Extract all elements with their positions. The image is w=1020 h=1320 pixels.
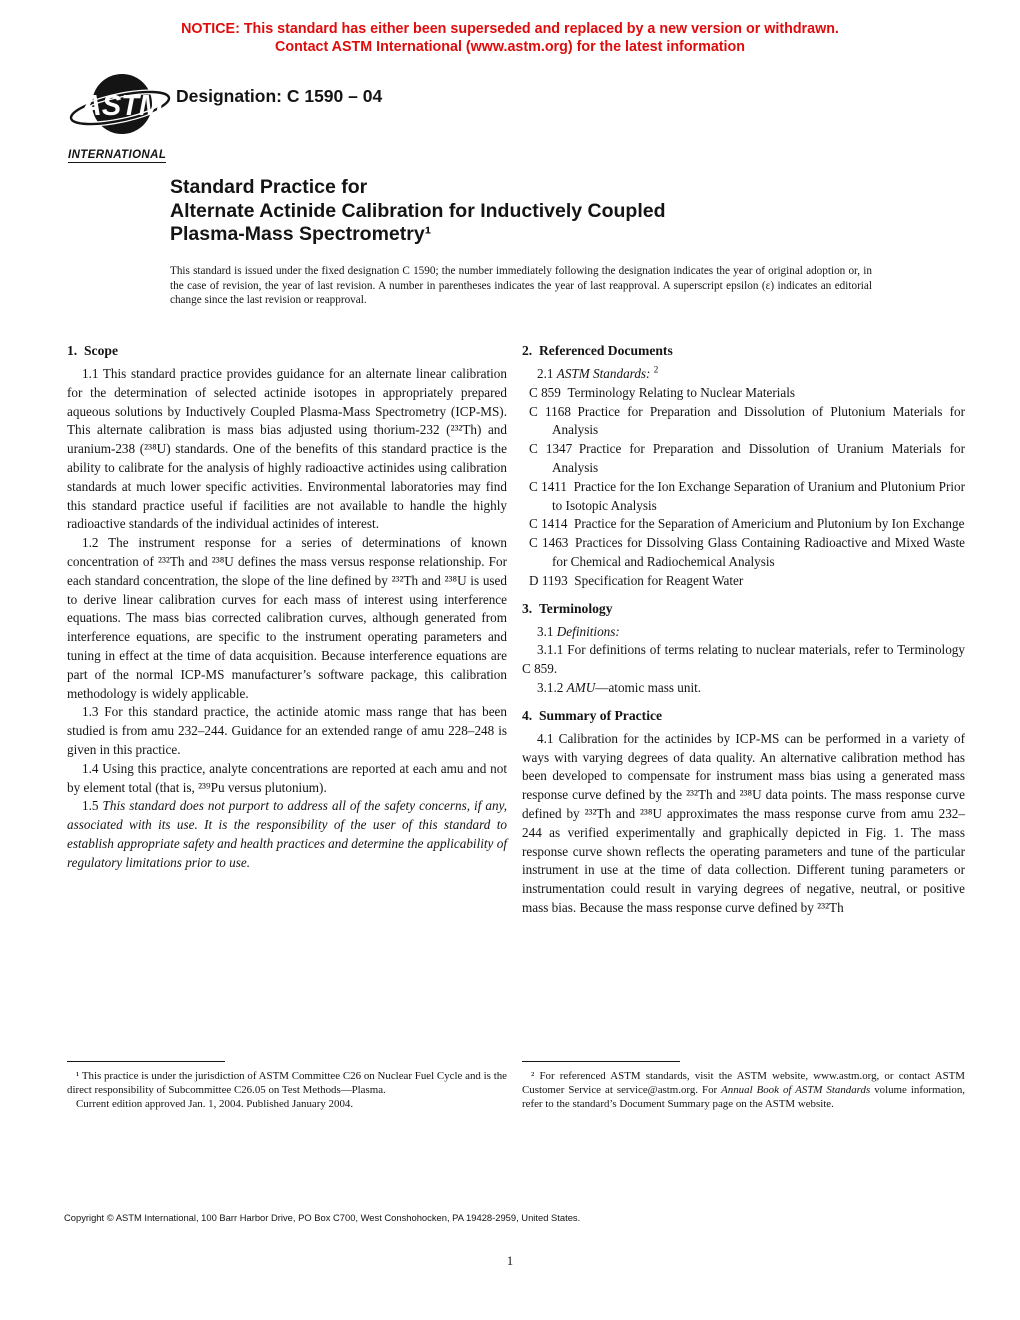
paragraph-3-1-2-text: —atomic mass unit. [595, 679, 702, 695]
logo-international-label: INTERNATIONAL [68, 149, 167, 161]
paragraph-2-1-number: 2.1 [537, 366, 557, 381]
left-column [67, 342, 507, 873]
issued-note: This standard is issued under the fixed designation C 1590; the number immediately following the designation indicates the year of original adoption or, in the case of revision, the year of last revision. A number in parentheses indicates the year of last reapproval. A superscript epsilon (ε) indicates an editorial change since the last revision or reapproval. [170, 265, 872, 307]
document-title [170, 176, 666, 247]
title-line-2: Alternate Actinide Calibration for Inductively Coupled [170, 199, 666, 222]
paragraph-2-1-label: ASTM Standards: [556, 366, 651, 381]
section-1-heading: 1. Scope [67, 343, 118, 358]
referenced-standard-item: C 1414 Practice for the Separation of Americium and Plutonium by Ion Exchange [529, 516, 965, 532]
paragraph-1-4: 1.4 Using this practice, analyte concentrations are reported at each amu and not by element total (that is, ²³⁹Pu versus plutonium). [67, 760, 507, 795]
referenced-documents-list [522, 384, 969, 591]
footnote-2-marker: 2 [653, 364, 659, 375]
referenced-standard-item: C 1347 Practice for Preparation and Dissolution of Uranium Materials for Analysis [529, 441, 968, 475]
footnote-2-text [522, 1069, 965, 1111]
paragraph-1-3: 1.3 For this standard practice, the actinide atomic mass range that has been studied is from amu 232–244. Guidance for an extended range of amu 228–248 is given in this practice. [67, 704, 507, 757]
section-4-heading: 4. Summary of Practice [522, 707, 663, 723]
paragraph-1-1: 1.1 This standard practice provides guidance for an alternate linear calibration for the determination of selected actinide isotopes in appropriately prepared aqueous solutions by Inductively Coupled Plasma-Mass Spectrometry (ICP-MS). This alternate calibration is mass bias adjusted using thorium-232 (²³²Th) and uranium-238 (²³⁸U) standards. One of the benefits of this standard practice is the ability to calibrate for the analysis of highly radioactive actinides using calibration standards at much lower specific activities. Environmental laboratories may find this standard practice useful if facilities are not available to handle the highly radioactive standards of the individual actinides of interest. [67, 366, 507, 532]
notice-banner [0, 21, 1020, 56]
paragraph-1-5-number: 1.5 [82, 798, 103, 814]
page-number: 1 [506, 1254, 514, 1268]
footnote-2-text-start: ² For referenced ASTM standards, visit the ASTM website, www.astm.org, or contact ASTM Customer Service at service@astm.org. For [522, 1070, 965, 1096]
paragraph-3-1-label: Definitions: [556, 623, 620, 639]
paragraph-3-1-2-number: 3.1.2 [537, 679, 567, 695]
paragraph-3-1-2 [522, 679, 965, 698]
footnote-1 [67, 1061, 507, 1111]
title-line-1: Standard Practice for [170, 176, 368, 198]
paragraph-1-5-text: This standard does not purport to address all of the safety concerns, if any, associated with its use. It is the responsibility of the user of this standard to establish appropriate safety and health practices and determine the applicability of regulatory limitations prior to use. [67, 798, 507, 870]
referenced-standard-item: C 1411 Practice for the Ion Exchange Separation of Uranium and Plutonium Prior to Isotopic Analysis [529, 478, 969, 513]
footnote-2-book-title: Annual Book of ASTM Standards [721, 1084, 871, 1096]
copyright-note: Copyright © ASTM International, 100 Barr Harbor Drive, PO Box C700, West Conshohocken, PA 19428-2959, United States. [64, 1212, 581, 1223]
footnote-1-text: ¹ This practice is under the jurisdiction of ASTM Committee C26 on Nuclear Fuel Cycle and is the direct responsibility of Subcommittee C26.05 on Test Methods—Plasma. [67, 1070, 507, 1096]
notice-line-2: Contact ASTM International (www.astm.org) for the latest information [275, 38, 745, 55]
paragraph-1-5 [67, 797, 507, 872]
paragraph-3-1-2-term: AMU [566, 679, 596, 695]
title-line-3: Plasma-Mass Spectrometry¹ [170, 223, 432, 245]
section-3-heading: 3. Terminology [522, 600, 613, 616]
referenced-standard-item: C 1463 Practices for Dissolving Glass Containing Radioactive and Mixed Waste for Chemical and Radiochemical Analysis [529, 535, 969, 569]
designation-text: Designation: C 1590 – 04 [176, 86, 383, 106]
referenced-standard-item: C 1168 Practice for Preparation and Dissolution of Plutonium Materials for Analysis [529, 403, 968, 438]
footnote-divider [67, 1061, 225, 1062]
logo-brand-text: ASTM [80, 90, 164, 122]
paragraph-3-1 [522, 623, 965, 642]
footnote-2 [522, 1061, 965, 1111]
paragraph-3-1-number: 3.1 [537, 623, 557, 639]
footnote-2-text-end: volume information, refer to the standard’s Document Summary page on the ASTM website. [522, 1084, 965, 1110]
right-column [522, 342, 969, 918]
footnote-divider [522, 1061, 680, 1062]
paragraph-3-1-1: 3.1.1 For definitions of terms relating to nuclear materials, refer to Terminology C 859. [522, 642, 965, 677]
astm-logo [68, 72, 176, 163]
referenced-standard-item: C 859 Terminology Relating to Nuclear Materials [529, 384, 796, 400]
astm-globe-icon [68, 72, 172, 140]
footnote-1-edition: Current edition approved Jan. 1, 2004. Published January 2004. [76, 1098, 354, 1110]
section-2-heading: 2. Referenced Documents [522, 343, 673, 358]
paragraph-2-1 [522, 365, 965, 384]
paragraph-4-1: 4.1 Calibration for the actinides by ICP-MS can be performed in a variety of ways with varying degrees of data quality. An alternative calibration method has been developed to compensate for instrument mass bias using a generated mass response curve defined by the ²³²Th and ²³⁸U data points. The mass response curve defined by ²³²Th and ²³⁸U approximates the mass response curve from amu 232–244 as verified experimentally and graphically depicted in Fig. 1. The mass response curve shown reflects the operating parameters and tune of the particular instrument in use at the time of data collection. Different tuning parameters or instrumentation could result in varying degrees of negative, neutral, or positive mass bias. Because the mass response curve defined by ²³²Th [522, 730, 965, 915]
paragraph-1-2: 1.2 The instrument response for a series of determinations of known concentration of ²³²Th and ²³⁸U defines the mass versus response relationship. For each standard concentration, the slope of the line defined by ²³²Th and ²³⁸U is used to derive linear calibration curves for each mass of interest using interference equations. The mass bias corrected calibration curves, although generated from interference equations, are specific to the instrument operating parameters and tuning in effect at the time of data acquisition. Because interference equations are part of the normal ICP-MS manufacturer’s software package, this calibration methodology is widely applicable. [67, 535, 507, 701]
notice-line-1: NOTICE: This standard has either been superseded and replaced by a new version or withdrawn. [181, 21, 839, 37]
referenced-standard-item: D 1193 Specification for Reagent Water [529, 572, 744, 588]
